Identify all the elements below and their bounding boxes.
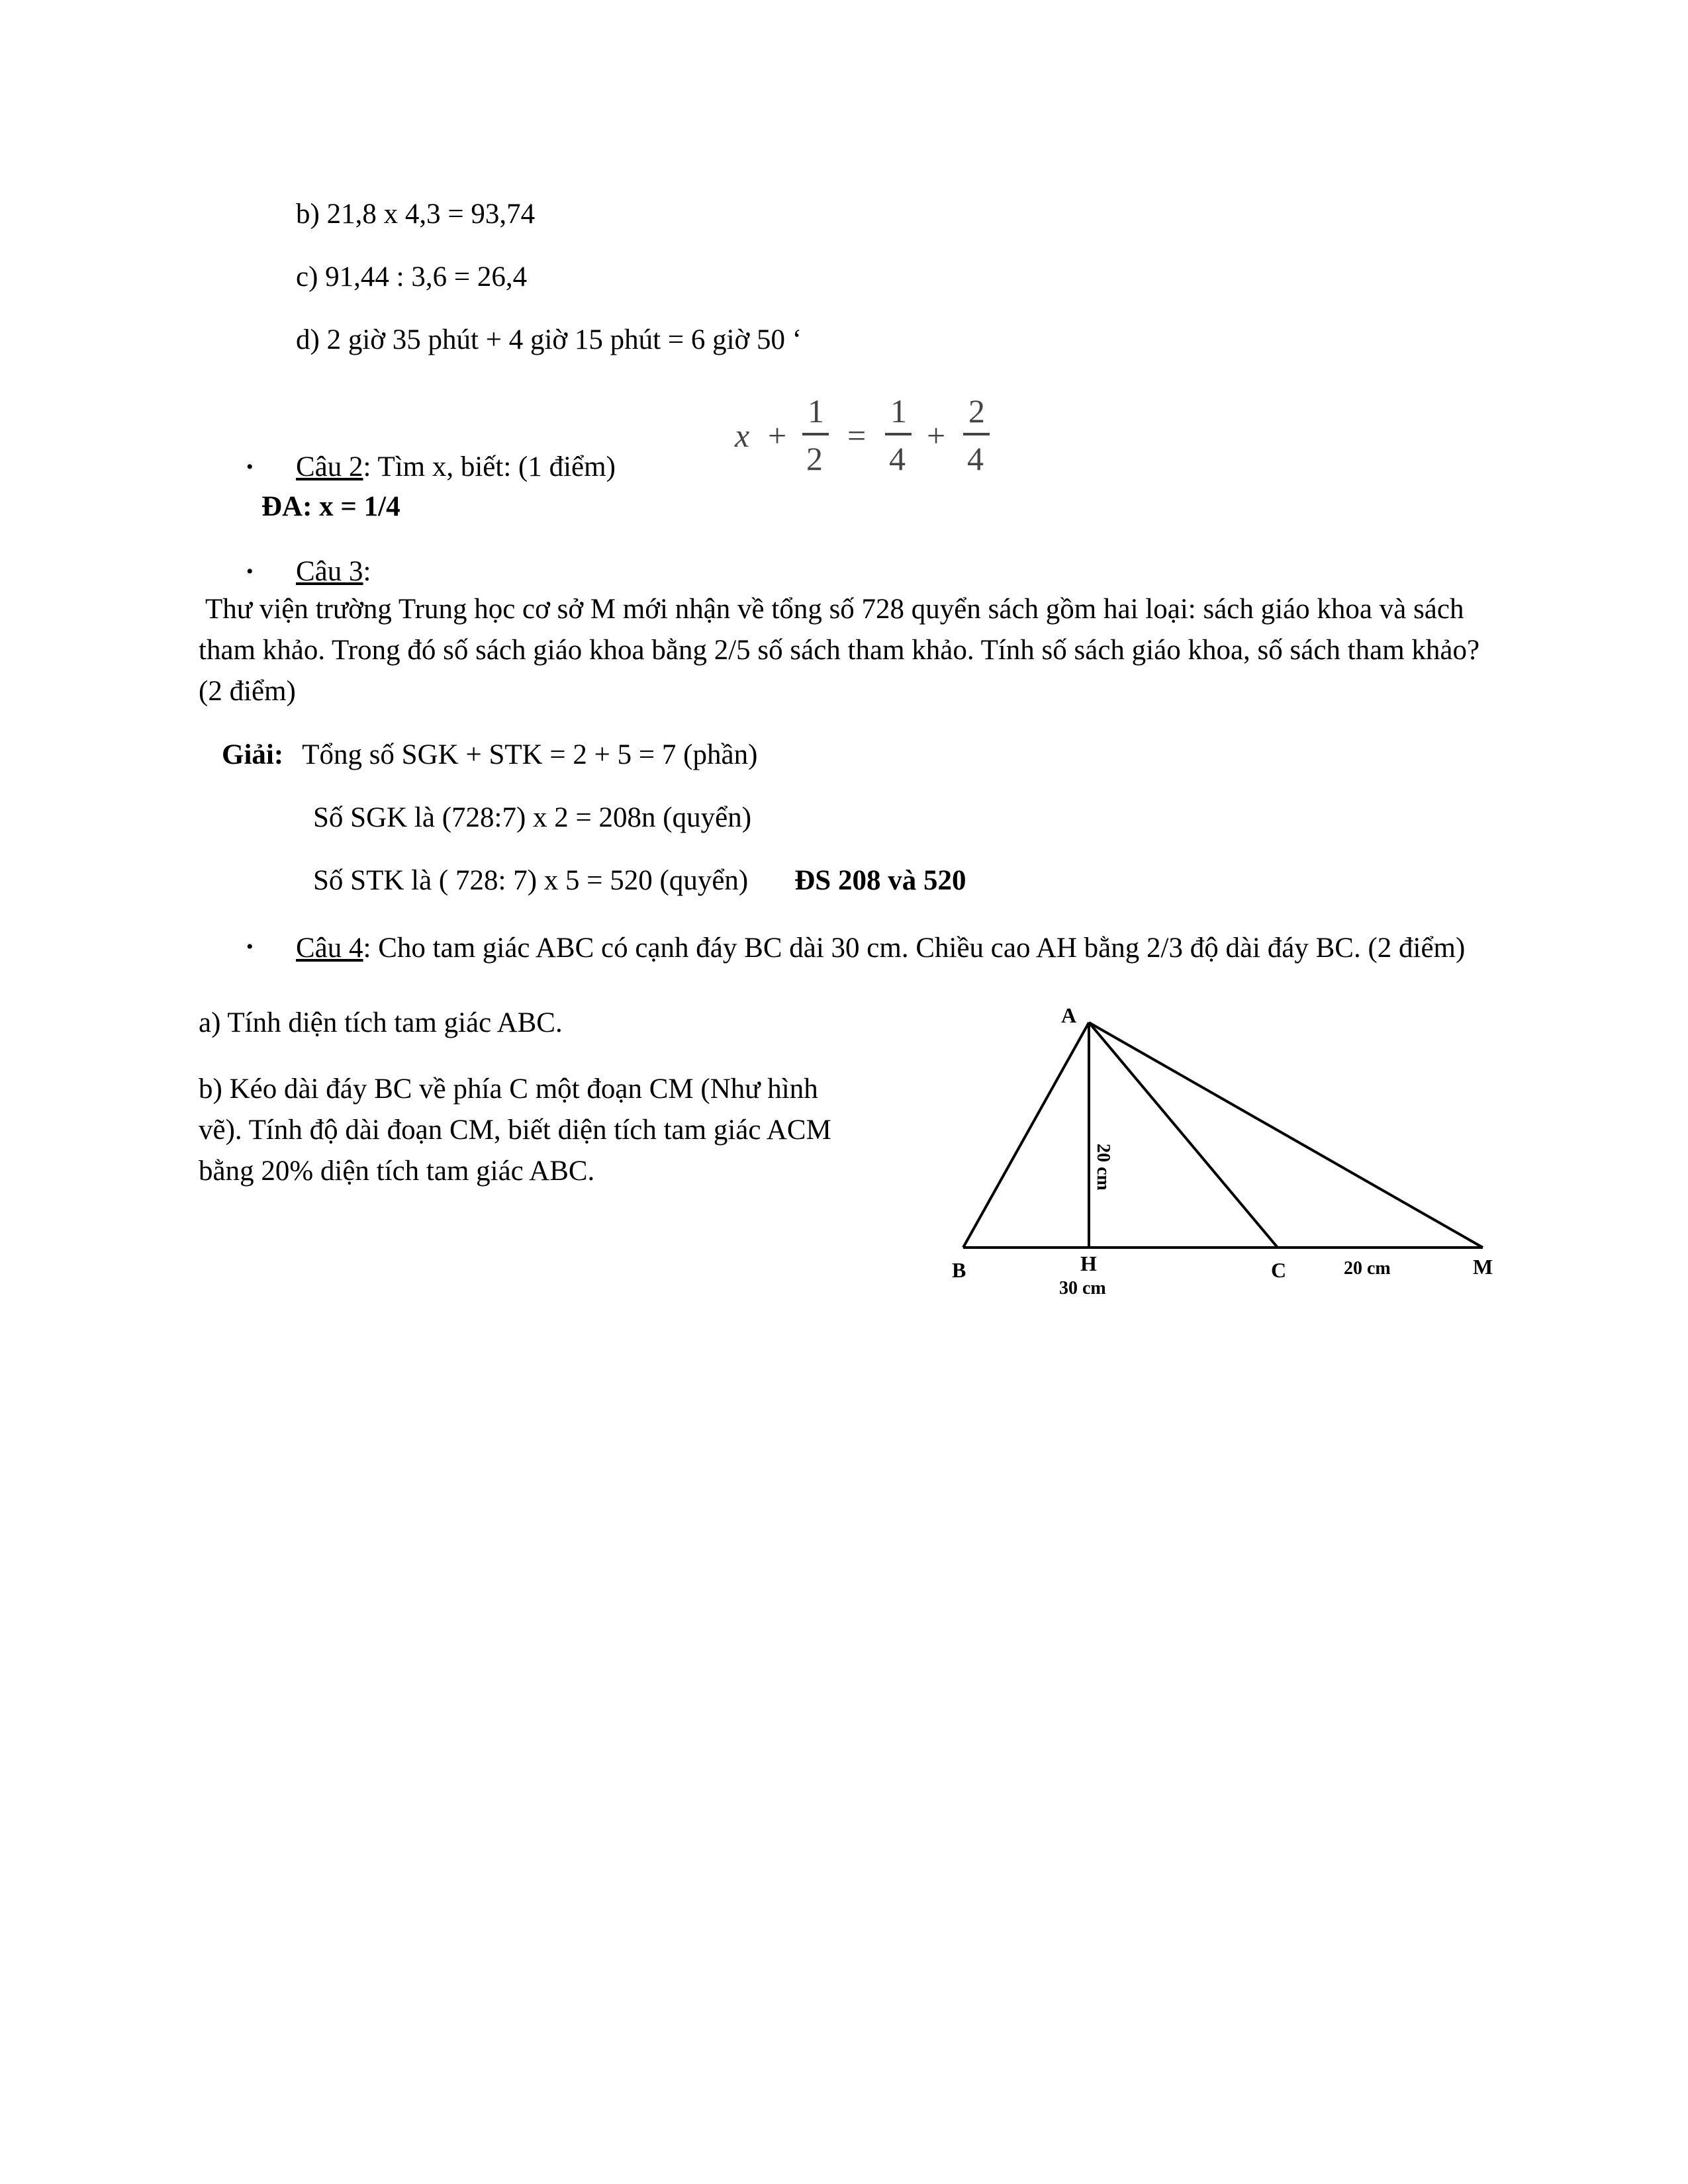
height-label: 20 cm bbox=[1093, 1144, 1113, 1191]
q4-part-b: b) Kéo dài đáy BC về phía C một đoạn CM (Như hình vẽ). Tính độ dài đoạn CM, biết diện tích tam giác ACM bằng 20% diện tích tam giác ABC. bbox=[199, 1073, 831, 1187]
foot-h: H bbox=[1080, 1251, 1097, 1275]
side-ac bbox=[1089, 1023, 1278, 1248]
point-m: M bbox=[1473, 1255, 1493, 1279]
eq-f1-den: 2 bbox=[806, 440, 823, 477]
eq-plus-1: + bbox=[768, 417, 787, 454]
q3-solution-line-3 bbox=[313, 864, 966, 898]
q2-answer: ĐA: x = 1/4 bbox=[261, 491, 400, 522]
eq-plus-2: + bbox=[927, 417, 946, 454]
q4-label: Câu 4 bbox=[296, 933, 363, 964]
eq-f3-num: 2 bbox=[968, 392, 985, 430]
q3-heading bbox=[296, 555, 371, 589]
eq-f2-den: 4 bbox=[889, 440, 906, 477]
triangle-figure bbox=[927, 993, 1523, 1310]
bullet: • bbox=[246, 561, 254, 582]
q2-prompt bbox=[296, 450, 616, 484]
eq-var: x bbox=[735, 417, 750, 454]
q3-sol2: Số SGK là (728:7) x 2 = 208n (quyển) bbox=[313, 802, 752, 833]
q4-part-a: a) Tính diện tích tam giác ABC. bbox=[199, 1007, 563, 1038]
bc-length-label: 30 cm bbox=[1059, 1278, 1106, 1298]
side-ab bbox=[963, 1023, 1089, 1248]
q2-equation bbox=[728, 390, 1019, 483]
line-b: b) 21,8 x 4,3 = 93,74 bbox=[296, 199, 536, 230]
q2-text: : Tìm x, biết: (1 điểm) bbox=[363, 451, 616, 482]
vertex-b: B bbox=[952, 1258, 966, 1282]
vertex-c: C bbox=[1271, 1258, 1287, 1282]
q3-solution-line-1 bbox=[222, 738, 757, 772]
q3-problem: Thư viện trường Trung học cơ sở M mới nhận về tổng số 728 quyển sách gồm hai loại: sách giáo khoa và sách tham khảo. Trong đó số sách giáo khoa bằng 2/5 số sách tham khảo. Tính số sách giáo khoa, số sách tham khảo? (2 điểm) bbox=[199, 594, 1480, 707]
bullet: • bbox=[246, 936, 254, 958]
q3-solution-label: Giải: bbox=[222, 739, 284, 770]
vertex-a: A bbox=[1061, 1003, 1077, 1027]
cm-length-label: 20 cm bbox=[1344, 1258, 1391, 1279]
eq-f1-num: 1 bbox=[808, 392, 824, 430]
eq-equals: = bbox=[847, 417, 867, 454]
q4-prompt bbox=[296, 930, 1481, 966]
eq-f3-den: 4 bbox=[967, 440, 984, 477]
q3-label: Câu 3 bbox=[296, 556, 363, 587]
q2-label: Câu 2 bbox=[296, 451, 363, 482]
q3-sol1: Tổng số SGK + STK = 2 + 5 = 7 (phần) bbox=[302, 739, 758, 770]
line-d: d) 2 giờ 35 phút + 4 giờ 15 phút = 6 giờ 50 ‘ bbox=[296, 324, 802, 355]
bullet: • bbox=[246, 456, 254, 478]
eq-f2-num: 1 bbox=[890, 392, 907, 430]
line-c: c) 91,44 : 3,6 = 26,4 bbox=[296, 261, 528, 293]
side-am bbox=[1089, 1023, 1483, 1248]
q3-colon: : bbox=[363, 556, 371, 587]
q3-sol3: Số STK là ( 728: 7) x 5 = 520 (quyển) bbox=[313, 865, 749, 896]
q3-final-answer: ĐS 208 và 520 bbox=[794, 865, 966, 896]
q4-text: : Cho tam giác ABC có cạnh đáy BC dài 30 cm. Chiều cao AH bằng 2/3 độ dài đáy BC. (2 điểm) bbox=[363, 933, 1466, 964]
